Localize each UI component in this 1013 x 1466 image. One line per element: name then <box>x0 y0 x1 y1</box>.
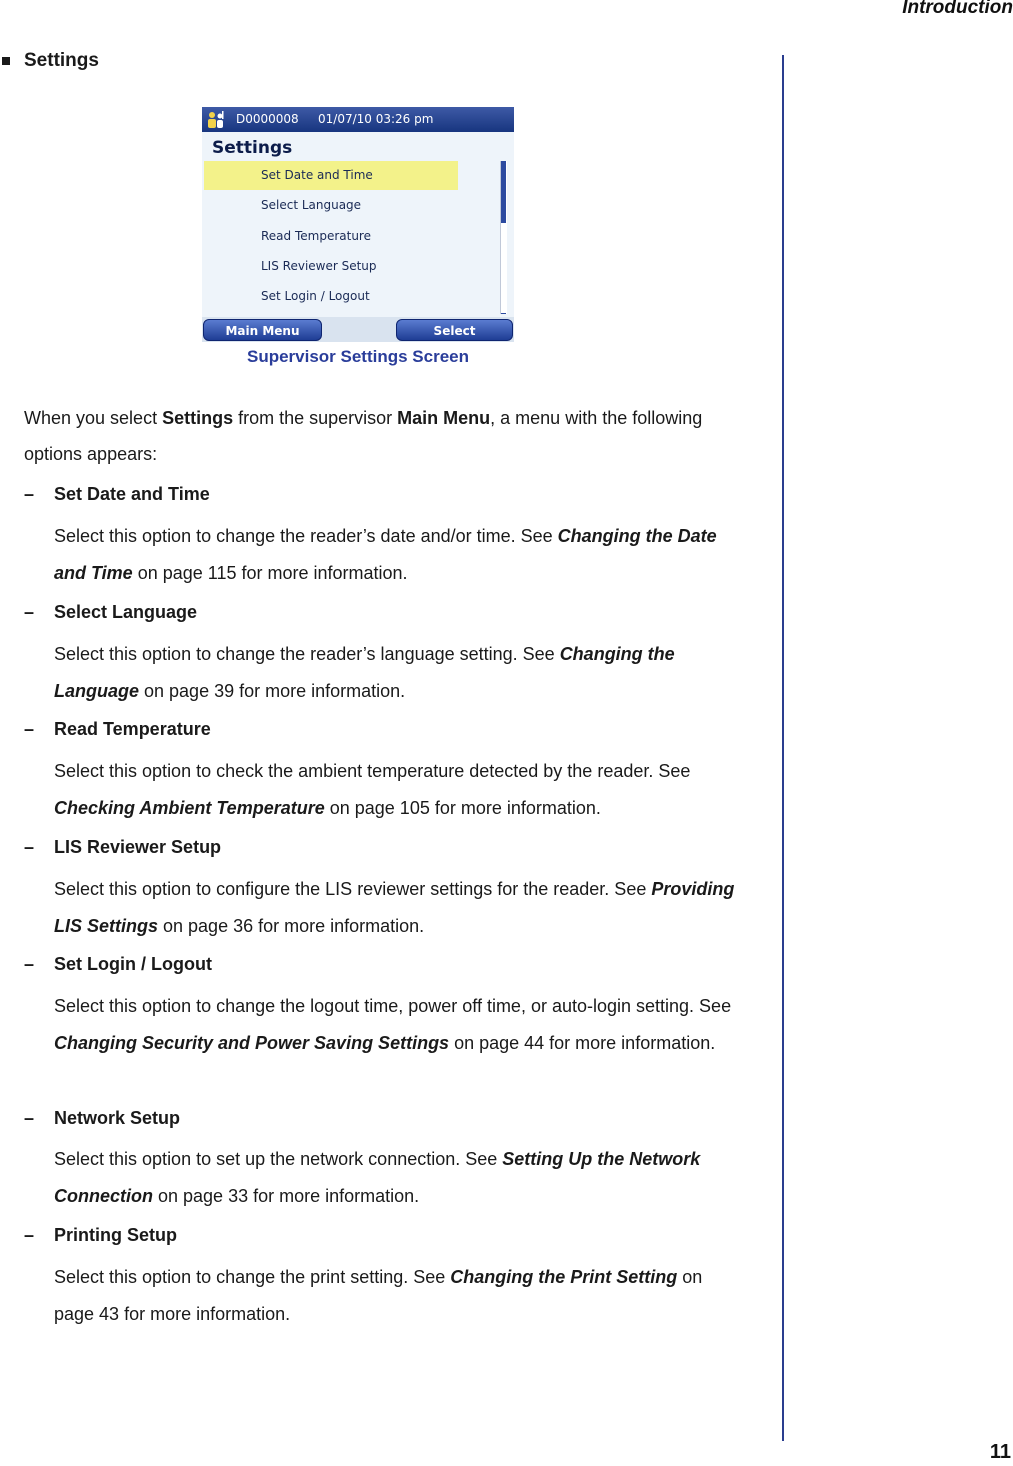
supervisor-user-icon <box>206 110 226 129</box>
intro-bold-main-menu: Main Menu <box>397 408 491 428</box>
desc-text: on page 105 for more information. <box>324 797 601 818</box>
device-scrollbar[interactable] <box>500 161 507 314</box>
option-title-read-temperature: – Read Temperature <box>24 719 211 739</box>
option-title-set-date-time: – Set Date and Time <box>24 484 210 504</box>
intro-text-3: , a menu with the following options appears: <box>24 408 703 464</box>
device-datetime: 01/07/10 03:26 pm <box>318 112 434 126</box>
option-title-select-language: – Select Language <box>24 602 198 622</box>
device-menu-item-read-temperature[interactable]: Read Temperature <box>261 229 371 243</box>
intro-bold-settings: Settings <box>162 408 234 428</box>
desc-text: on page 36 for more information. <box>158 915 425 936</box>
device-scrollbar-end <box>501 313 506 314</box>
cross-reference-link[interactable]: Providing LIS Settings <box>54 879 735 936</box>
option-desc-lis-reviewer <box>54 871 744 944</box>
option-title-text: Set Login / Logout <box>54 954 212 974</box>
option-title-set-login: – Set Login / Logout <box>24 954 212 974</box>
option-desc-set-date-time <box>54 518 744 591</box>
option-title-text: Printing Setup <box>54 1225 177 1245</box>
desc-text: on page 43 for more information. <box>54 1267 703 1324</box>
option-desc-set-login <box>54 988 744 1061</box>
device-menu-item-set-login[interactable]: Set Login / Logout <box>261 289 370 303</box>
desc-text: on page 115 for more information. <box>132 562 408 583</box>
section-title: Settings <box>24 50 99 71</box>
option-title-printing-setup: – Printing Setup <box>24 1225 177 1245</box>
device-menu-panel <box>202 132 514 317</box>
select-button[interactable]: Select <box>396 319 513 341</box>
device-menu-item-set-date-time[interactable]: Set Date and Time <box>204 161 458 190</box>
option-title-network-setup: – Network Setup <box>24 1108 181 1128</box>
desc-text: Select this option to configure the LIS reviewer settings for the reader. See <box>54 879 652 899</box>
device-screenshot <box>202 107 514 342</box>
device-menu-item-select-language[interactable]: Select Language <box>261 198 362 212</box>
intro-text-1: When you select <box>24 408 163 428</box>
option-title-text: Network Setup <box>54 1108 181 1128</box>
cross-reference-link[interactable]: Changing the Print Setting <box>450 1267 678 1287</box>
cross-reference-link[interactable]: Changing the Language <box>54 644 675 701</box>
option-title-text: Set Date and Time <box>54 484 210 504</box>
cross-reference-link[interactable]: Changing Security and Power Saving Settings <box>54 1032 450 1053</box>
page-number: 11 <box>989 1441 1011 1463</box>
square-bullet-icon <box>2 57 10 65</box>
cross-reference-link[interactable]: Changing the Date and Time <box>54 526 717 583</box>
device-id: D0000008 <box>236 112 299 126</box>
vertical-rule <box>782 55 784 1441</box>
desc-text: Select this option to change the print setting. See <box>54 1267 451 1287</box>
cross-reference-link[interactable]: Checking Ambient Temperature <box>54 797 325 818</box>
intro-text-2: from the supervisor <box>233 408 398 428</box>
option-title-text: LIS Reviewer Setup <box>54 837 222 857</box>
device-scrollbar-thumb[interactable] <box>501 161 506 223</box>
desc-text: Select this option to change the reader’s language setting. See <box>54 644 560 664</box>
desc-text: Select this option to set up the network connection. See <box>54 1149 503 1169</box>
desc-text: on page 39 for more information. <box>139 680 406 701</box>
device-screen-title: Settings <box>212 138 293 158</box>
option-desc-read-temperature <box>54 753 744 826</box>
option-desc-network-setup <box>54 1141 744 1214</box>
device-menu-item-lis-reviewer[interactable]: LIS Reviewer Setup <box>261 259 377 273</box>
option-desc-printing-setup <box>54 1259 744 1332</box>
section-heading <box>0 50 99 72</box>
option-title-text: Read Temperature <box>54 719 211 739</box>
intro-paragraph <box>24 400 744 472</box>
option-desc-select-language <box>54 636 744 709</box>
desc-text: Select this option to change the reader’s date and/or time. See <box>54 526 558 546</box>
desc-text: on page 33 for more information. <box>153 1185 420 1206</box>
figure-caption: Supervisor Settings Screen <box>246 347 470 366</box>
option-title-lis-reviewer: – LIS Reviewer Setup <box>24 837 222 857</box>
cross-reference-link[interactable]: Setting Up the Network Connection <box>54 1149 701 1206</box>
device-status-bar <box>202 107 514 132</box>
running-header: Introduction <box>902 0 1013 18</box>
device-button-bar <box>202 317 514 342</box>
desc-text: Select this option to check the ambient temperature detected by the reader. See <box>54 761 691 781</box>
desc-text: Select this option to change the logout time, power off time, or auto-login setting. See <box>54 996 732 1016</box>
main-menu-button[interactable]: Main Menu <box>203 319 322 341</box>
option-title-text: Select Language <box>54 602 198 622</box>
desc-text: on page 44 for more information. <box>449 1032 716 1053</box>
